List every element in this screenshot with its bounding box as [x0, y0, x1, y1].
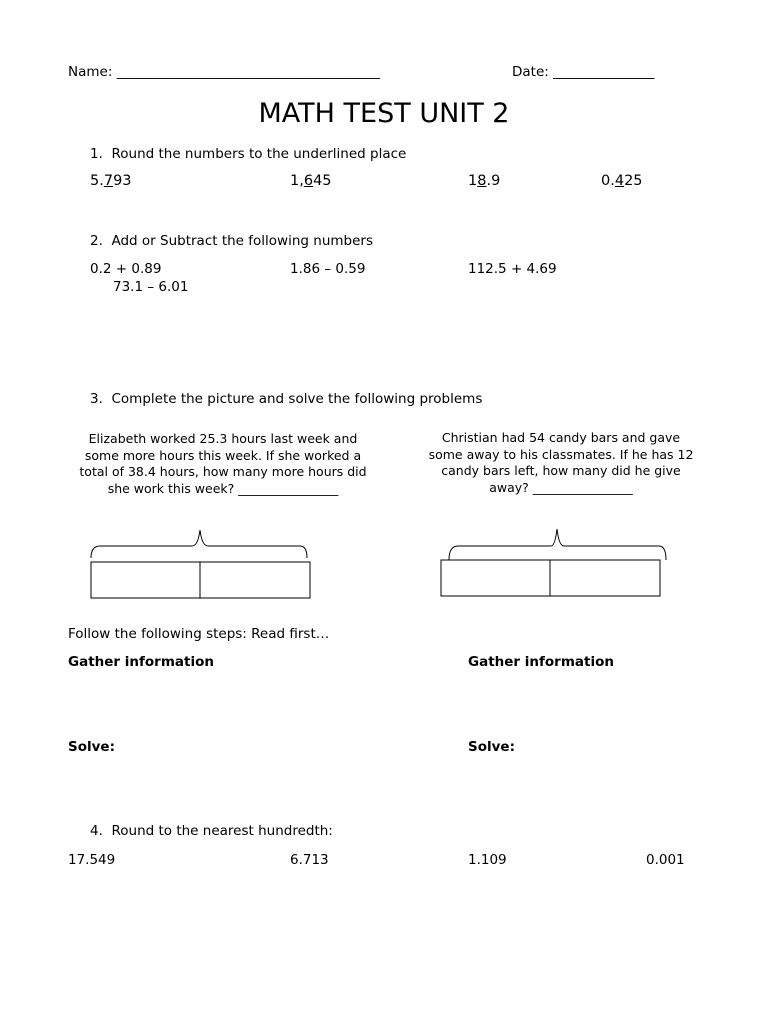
bar-model-diagram-left — [88, 528, 314, 602]
solve-label-right: Solve: — [468, 739, 515, 755]
word-problem-left-text: Elizabeth worked 25.3 hours last week and some more hours this week. If she worked a total of 38.4 hours, how many more hours did she work this week? — [79, 431, 367, 496]
steps-instruction: Follow the following steps: Read first… — [68, 626, 330, 642]
q4-item: 17.549 — [68, 852, 116, 868]
question-2-text: Add or Subtract the following numbers — [111, 233, 373, 249]
date-blank: _______________ — [553, 64, 655, 80]
question-2-number: 2. — [90, 233, 103, 249]
q1-item: 18.9 — [468, 173, 501, 189]
name-field — [68, 64, 380, 80]
answer-blank: ________________ — [238, 480, 339, 496]
gather-information-label-left: Gather information — [68, 654, 214, 670]
q4-item: 0.001 — [646, 852, 685, 868]
question-4-prompt — [90, 823, 333, 839]
q2-item: 0.2 + 0.89 — [90, 261, 162, 277]
q2-item: 1.86 – 0.59 — [290, 261, 366, 277]
date-label: Date: — [512, 64, 549, 80]
question-3-number: 3. — [90, 391, 103, 407]
name-label: Name: — [68, 64, 113, 80]
question-3-text: Complete the picture and solve the following problems — [111, 391, 483, 407]
bracket-icon — [449, 529, 666, 560]
q2-item: 112.5 + 4.69 — [468, 261, 557, 277]
q4-item: 6.713 — [290, 852, 329, 868]
question-1-text: Round the numbers to the underlined place — [111, 146, 407, 162]
question-1-number: 1. — [90, 146, 103, 162]
q4-item: 1.109 — [468, 852, 507, 868]
q1-item: 0.425 — [601, 173, 643, 189]
word-problem-right — [426, 430, 696, 496]
page-title: MATH TEST UNIT 2 — [258, 98, 510, 129]
question-2-prompt — [90, 233, 373, 249]
answer-blank: ________________ — [532, 479, 633, 495]
q1-item: 1,645 — [290, 173, 332, 189]
gather-information-label-right: Gather information — [468, 654, 614, 670]
question-4-number: 4. — [90, 823, 103, 839]
word-problem-left — [72, 431, 374, 497]
q1-item: 5.793 — [90, 173, 132, 189]
q2-item: 73.1 – 6.01 — [113, 279, 189, 295]
solve-label-left: Solve: — [68, 739, 115, 755]
date-field — [512, 64, 654, 80]
name-blank: _______________________________________ — [116, 64, 380, 80]
word-problem-right-text: Christian had 54 candy bars and gave some away to his classmates. If he has 12 candy bars left, how many did he give away? — [428, 430, 694, 495]
bar-model-diagram-right — [438, 527, 670, 601]
bracket-icon — [91, 530, 307, 558]
question-3-prompt — [90, 391, 482, 407]
question-1-prompt — [90, 146, 406, 162]
question-4-text: Round to the nearest hundredth: — [111, 823, 333, 839]
